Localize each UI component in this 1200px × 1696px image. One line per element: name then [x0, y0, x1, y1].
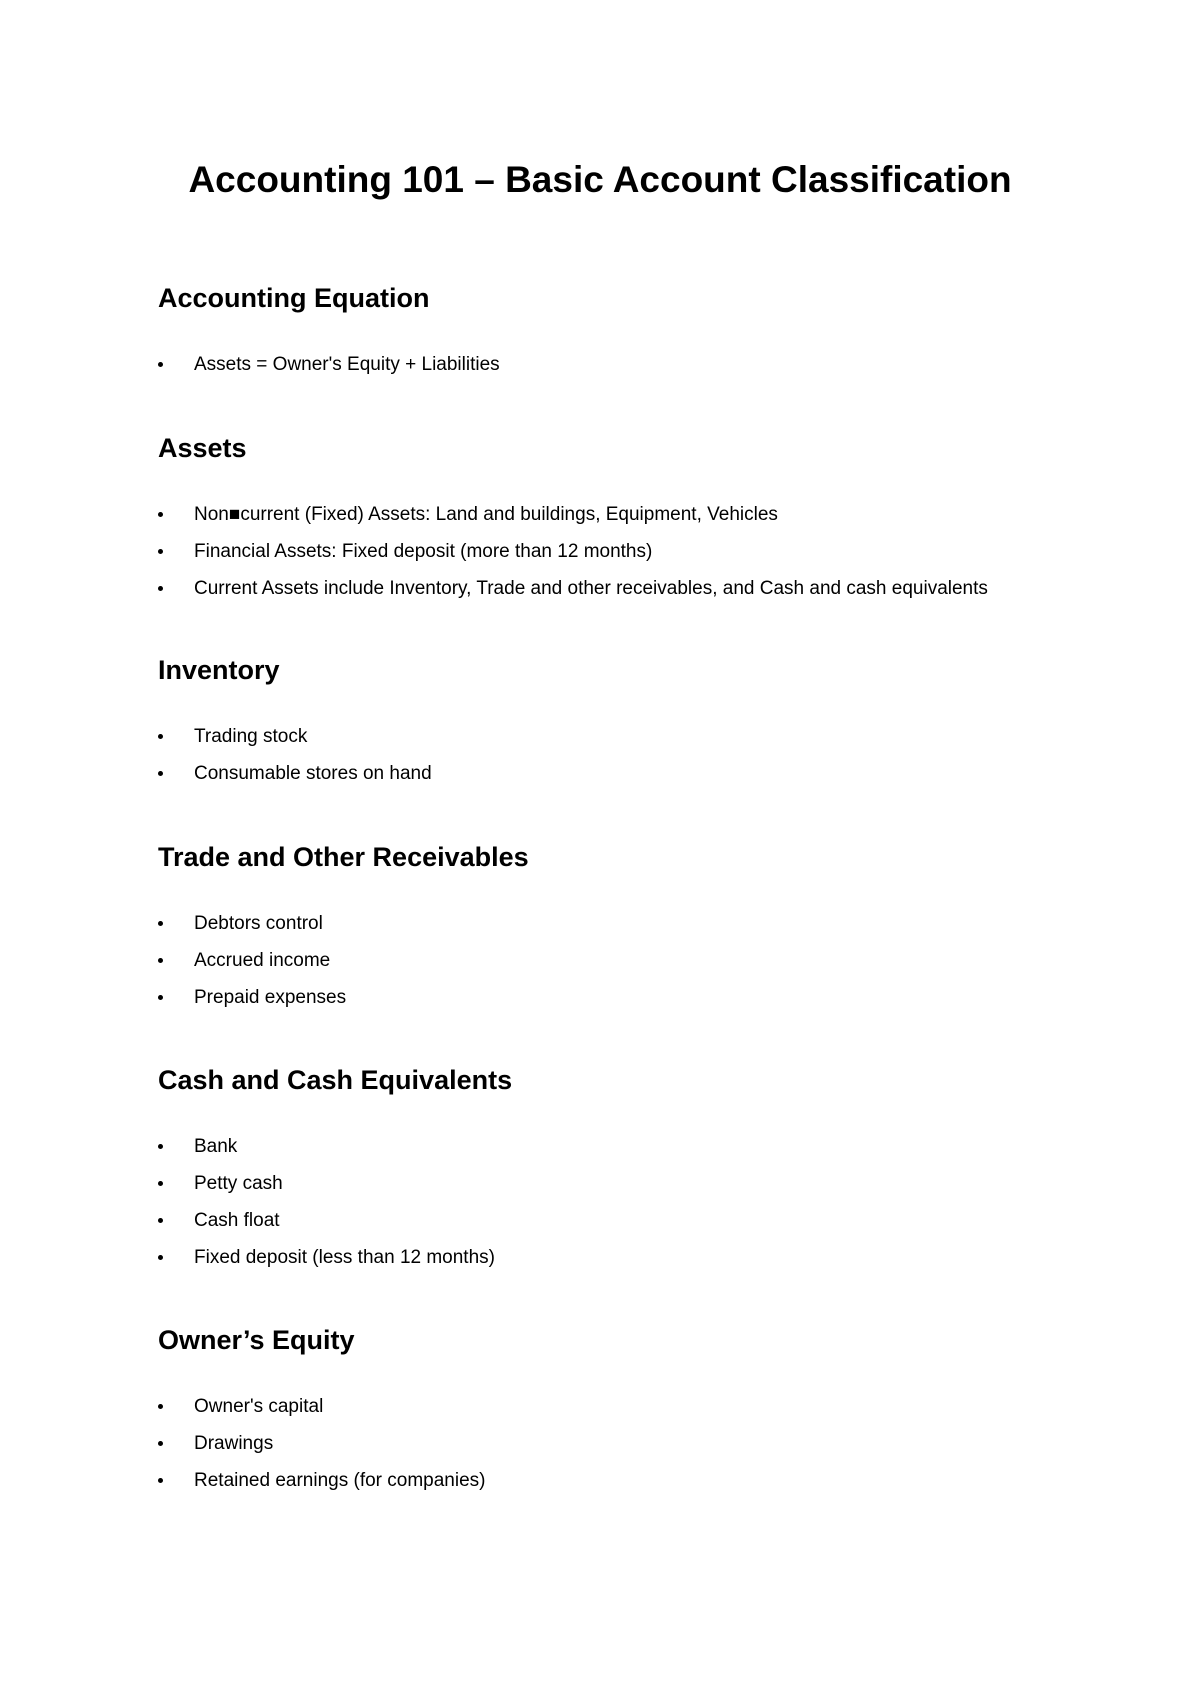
- bullet-icon: [158, 549, 163, 554]
- list-item: [158, 724, 1098, 761]
- list-item: [158, 352, 1098, 389]
- list-item-text: Consumable stores on hand: [194, 763, 432, 784]
- list-item: [158, 1245, 1098, 1282]
- bullet-icon: [158, 1404, 163, 1409]
- list-item-text: Cash float: [194, 1210, 280, 1231]
- bullet-icon: [158, 1478, 163, 1483]
- list-item: [158, 1171, 1098, 1208]
- section-cash-equivalents: [158, 1064, 1098, 1282]
- list-item: [158, 1431, 1098, 1468]
- list-item: [158, 502, 1098, 539]
- section-trade-receivables: [158, 841, 1098, 1022]
- section-heading: Accounting Equation: [158, 283, 430, 313]
- bullet-list: [158, 1394, 1098, 1505]
- bullet-icon: [158, 1144, 163, 1149]
- list-item-text: Accrued income: [194, 950, 331, 971]
- section-heading: Owner’s Equity: [158, 1325, 355, 1355]
- section-assets: [158, 432, 1098, 613]
- bullet-list: [158, 911, 1098, 1022]
- bullet-list: [158, 502, 1098, 613]
- bullet-icon: [158, 1218, 163, 1223]
- section-heading: Cash and Cash Equivalents: [158, 1065, 513, 1095]
- list-item: [158, 948, 1098, 985]
- list-item: [158, 761, 1098, 798]
- section-heading: Assets: [158, 433, 247, 463]
- section-owners-equity: [158, 1324, 1098, 1505]
- bullet-icon: [158, 586, 163, 591]
- bullet-list: [158, 352, 1098, 389]
- bullet-icon: [158, 1181, 163, 1186]
- list-item: [158, 1468, 1098, 1505]
- bullet-icon: [158, 958, 163, 963]
- section-inventory: [158, 654, 1098, 798]
- list-item-text: Petty cash: [194, 1173, 283, 1194]
- bullet-icon: [158, 512, 163, 517]
- section-accounting-equation: [158, 282, 1098, 389]
- bullet-icon: [158, 771, 163, 776]
- bullet-icon: [158, 921, 163, 926]
- document-title: Accounting 101 – Basic Account Classification: [188, 159, 1012, 200]
- bullet-list: [158, 724, 1098, 798]
- list-item: [158, 1134, 1098, 1171]
- list-item-text: Prepaid expenses: [194, 987, 347, 1008]
- list-item: [158, 911, 1098, 948]
- list-item-text: Trading stock: [194, 726, 308, 747]
- bullet-icon: [158, 995, 163, 1000]
- list-item-text: Non■current (Fixed) Assets: Land and buildings, Equipment, Vehicles: [194, 504, 778, 525]
- list-item: [158, 576, 1098, 613]
- list-item-text: Drawings: [194, 1433, 274, 1454]
- bullet-icon: [158, 1441, 163, 1446]
- list-item: [158, 985, 1098, 1022]
- list-item-text: Owner's capital: [194, 1396, 324, 1417]
- section-heading: Trade and Other Receivables: [158, 842, 529, 872]
- list-item-text: Bank: [194, 1136, 238, 1157]
- list-item-text: Current Assets include Inventory, Trade and other receivables, and Cash and cash equivalents: [194, 578, 988, 599]
- list-item: [158, 539, 1098, 576]
- list-item-text: Debtors control: [194, 913, 323, 934]
- bullet-icon: [158, 1255, 163, 1260]
- list-item-text: Fixed deposit (less than 12 months): [194, 1247, 495, 1268]
- list-item-text: Assets = Owner's Equity + Liabilities: [194, 354, 500, 375]
- list-item: [158, 1394, 1098, 1431]
- bullet-icon: [158, 362, 163, 367]
- bullet-list: [158, 1134, 1098, 1282]
- bullet-icon: [158, 734, 163, 739]
- section-heading: Inventory: [158, 655, 280, 685]
- list-item-text: Financial Assets: Fixed deposit (more than 12 months): [194, 541, 653, 562]
- list-item: [158, 1208, 1098, 1245]
- list-item-text: Retained earnings (for companies): [194, 1470, 486, 1491]
